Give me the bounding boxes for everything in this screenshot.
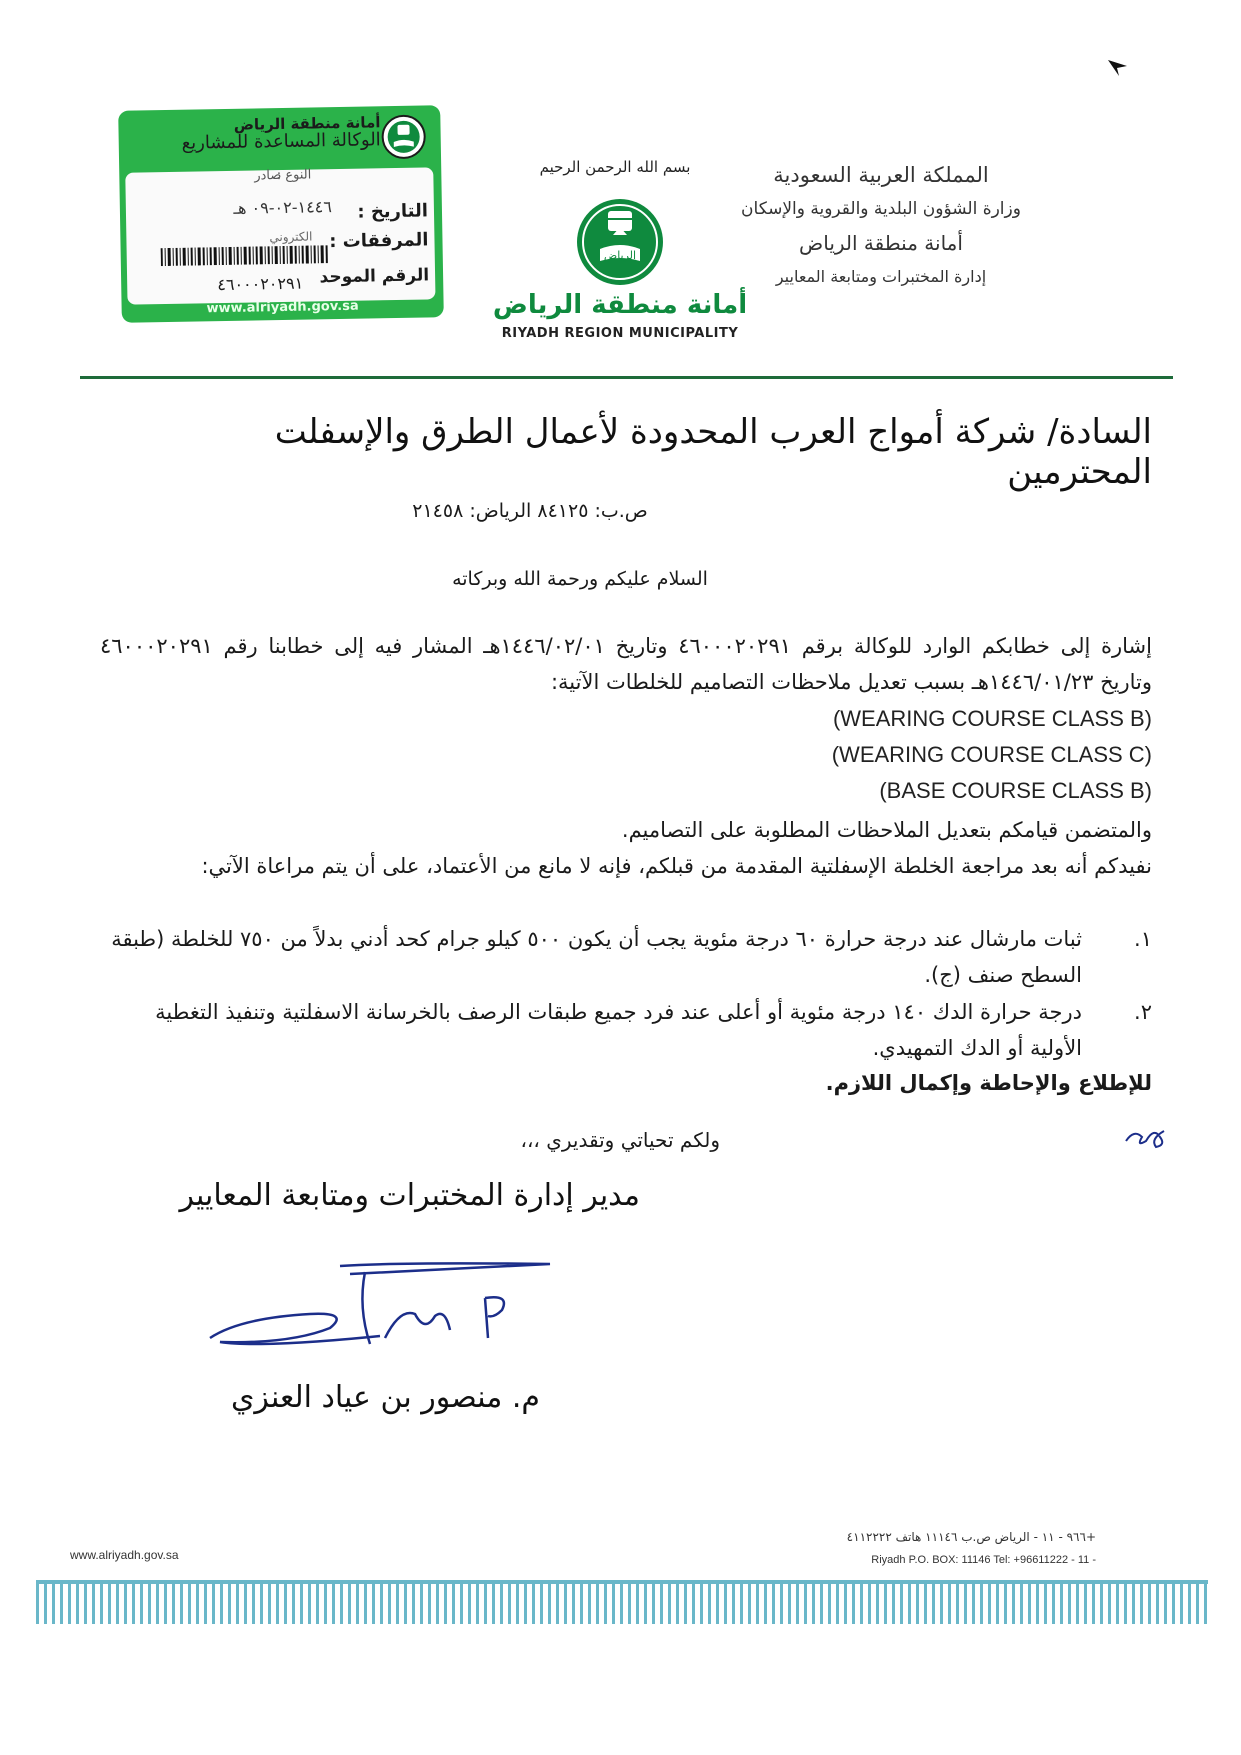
country-name: المملكة العربية السعودية bbox=[773, 163, 989, 187]
stamp-type-value: صادر bbox=[254, 167, 282, 184]
corner-mark-icon bbox=[1105, 56, 1131, 78]
course-item: (WEARING COURSE CLASS C) bbox=[831, 742, 1152, 767]
list-item-number: ١. bbox=[1134, 927, 1152, 951]
footer-decorative-bar bbox=[36, 1580, 1208, 1624]
paragraph-modifications: والمتضمن قيامكم بتعديل الملاحظات المطلوبة على التصاميم. bbox=[621, 818, 1152, 842]
signatory-name: م. منصور بن عياد العنزي bbox=[230, 1380, 540, 1415]
list-item-number: ٢. bbox=[1134, 1000, 1152, 1024]
stamp-attachments-value: الكتروني bbox=[269, 229, 313, 245]
paragraph-approval: نفيدكم أنه بعد مراجعة الخلطة الإسفلتية المقدمة من قبلكم، فإنه لا مانع من الأعتماد، على أن يتم مراعاة الآتي: bbox=[201, 854, 1152, 878]
stamp-agency-name: الوكالة المساعدة للمشاريع bbox=[181, 129, 381, 154]
list-item bbox=[100, 921, 1152, 993]
initials-icon bbox=[1120, 1115, 1180, 1155]
course-item: (WEARING COURSE CLASS B) bbox=[832, 706, 1152, 731]
stamp-emblem-icon bbox=[380, 113, 427, 160]
stamp-website: www.alriyadh.gov.sa bbox=[206, 298, 359, 317]
stamp-type-label: النوع : bbox=[276, 167, 312, 184]
closing-salutation: ولكم تحياتي وتقديري ،،، bbox=[520, 1128, 720, 1152]
signature-icon bbox=[200, 1258, 560, 1368]
course-item: (BASE COURSE CLASS B) bbox=[879, 778, 1152, 803]
stamp-barcode-icon bbox=[161, 245, 331, 266]
stamp-unified-number-value: ٤٦٠٠٠٢٠٢٩١ bbox=[217, 273, 304, 295]
logo-emblem-text: الرياض bbox=[603, 249, 637, 262]
list-item-text: درجة حرارة الدك ١٤٠ درجة مئوية أو أعلى عند فرد جميع طبقات الرصف بالخرسانة الاسفلتية وتنفيذ التغطية الأولية أو الدك التمهيدي. bbox=[155, 1000, 1082, 1060]
stamp-date-value: ١٤٤٦-٠٢-٠٩ هـ bbox=[233, 197, 333, 218]
ministry-name: وزارة الشؤون البلدية والقروية والإسكان bbox=[741, 199, 1021, 219]
greeting: السلام عليكم ورحمة الله وبركاته bbox=[452, 568, 708, 590]
basmala: بسم الله الرحمن الرحيم bbox=[539, 158, 691, 176]
department-name: إدارة المختبرات ومتابعة المعايير bbox=[775, 267, 987, 286]
logo-english-name: RIYADH REGION MUNICIPALITY bbox=[501, 326, 739, 341]
letterhead-right bbox=[671, 158, 1091, 294]
header-divider bbox=[80, 376, 1173, 379]
municipality-logo-icon bbox=[575, 197, 665, 287]
addressee: السادة/ شركة أمواج العرب المحدودة لأعمال الطرق والإسفلت المحترمين bbox=[274, 412, 1152, 492]
signatory-title: مدير إدارة المختبرات ومتابعة المعايير bbox=[179, 1178, 640, 1213]
footer-address-arabic: +٩٦٦ - ١١ - الرياض ص.ب ١١١٤٦ هاتف ٤١١٢٢٢٢ bbox=[846, 1530, 1096, 1544]
list-item-text: ثبات مارشال عند درجة حرارة ٦٠ درجة مئوية يجب أن يكون ٥٠٠ كيلو جرام كحد أدني بدلاً من ٧٥٠ للخلطة (طبقة السطح صنف (ج). bbox=[111, 927, 1082, 987]
paragraph-action: للإطلاع والإحاطة وإكمال اللازم. bbox=[825, 1071, 1152, 1095]
po-box: ص.ب: ٨٤١٢٥ الرياض: ٢١٤٥٨ bbox=[412, 500, 648, 522]
amana-name: أمانة منطقة الرياض bbox=[799, 231, 963, 255]
stamp-agency bbox=[181, 114, 381, 153]
stamp-agency-overprint: أمانة منطقة الرياض bbox=[233, 113, 381, 134]
footer-address-english: Riyadh P.O. BOX: 11146 Tel: +96611222 - 11 - bbox=[871, 1554, 1096, 1566]
logo-arabic-name: أمانة منطقة الرياض bbox=[492, 290, 748, 320]
incoming-stamp bbox=[118, 105, 444, 323]
stamp-date-label: التاريخ : bbox=[357, 200, 429, 223]
stamp-attachments-label: المرفقات : bbox=[329, 229, 429, 253]
list-item bbox=[100, 994, 1152, 1066]
paragraph-reference: إشارة إلى خطابكم الوارد للوكالة برقم ٤٦٠٠٠٢٠٢٩١ وتاريخ ١٤٤٦/٠٢/٠١هـ المشار فيه إلى خطابنا رقم ٤٦٠٠٠٢٠٢٩١ وتاريخ ١٤٤٦/٠١/٢٣هـ بسبب تعديل ملاحظات التصاميم للخلطات الآتية: bbox=[100, 634, 1152, 694]
stamp-unified-number-label: الرقم الموحد bbox=[319, 265, 430, 288]
footer-website: www.alriyadh.gov.sa bbox=[70, 1548, 179, 1562]
